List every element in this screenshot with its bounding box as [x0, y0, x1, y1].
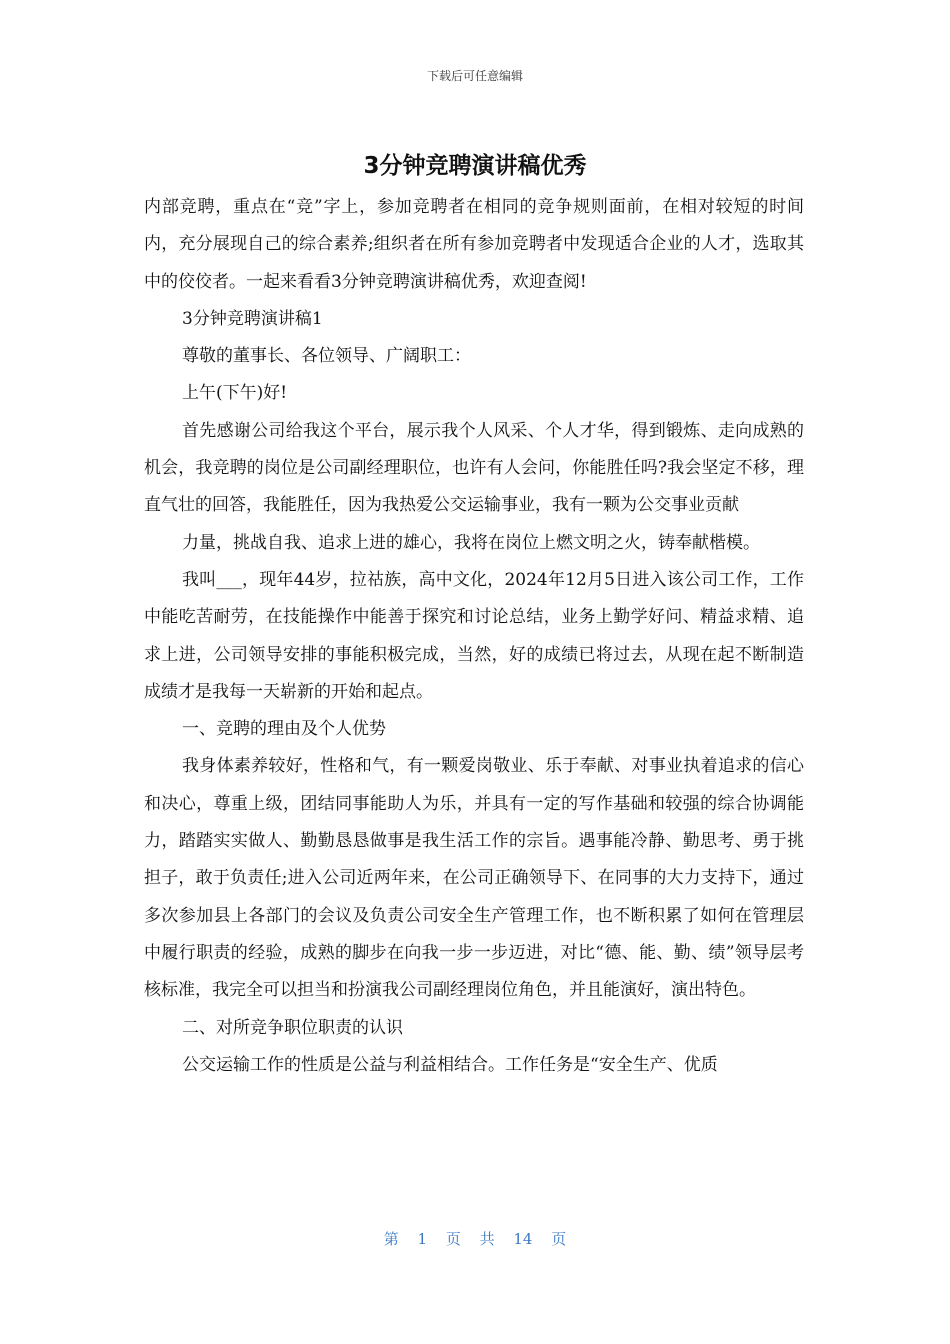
section-heading: 一、竞聘的理由及个人优势 — [182, 719, 386, 740]
header-note: 下载后可任意编辑 — [426, 69, 523, 83]
intro-paragraph: 内部竞聘，重点在“竞”字上，参加竞聘者在相同的竞争规则面前，在相对较短的时间内，充分展现自己的综合素养;组织者在所有参加竞聘者中发现适合企业的人才，选取其中的佼佼者。一起来看看3分钟竞聘演讲稿优秀，欢迎查阅! — [144, 197, 804, 292]
body-paragraph: 公交运输工作的性质是公益与利益相结合。工作任务是“安全生产、优质 — [182, 1054, 718, 1075]
salutation: 尊敬的董事长、各位领导、广阔职工： — [182, 346, 471, 367]
greeting: 上午(下午)好! — [182, 383, 288, 404]
body-paragraph: 首先感谢公司给我这个平台，展示我个人风采、个人才华，得到锻炼、走向成熟的机会，我竞聘的岗位是公司副经理职位，也许有人会问，你能胜任吗?我会坚定不移，理直气壮的回答，我能胜任，因为我热爱公交运输事业，我有一颗为公交事业贡献 — [144, 420, 804, 516]
document-title: 3分钟竞聘演讲稿优秀 — [363, 153, 587, 179]
page-number: 第 1 页 共 14 页 — [383, 1230, 567, 1248]
document-body — [144, 189, 804, 1084]
body-paragraph: 我身体素养较好，性格和气，有一颗爱岗敬业、乐于奉献、对事业执着追求的信心和决心，尊重上级，团结同事能助人为乐，并具有一定的写作基础和较强的综合协调能力，踏踏实实做人、勤勤恳恳做事是我生活工作的宗旨。遇事能冷静、勤思考、勇于挑担子，敢于负责任;进入公司近两年来，在公司正确领导下、在同事的大力支持下，通过多次参加县上各部门的会议及负责公司安全生产管理工作，也不断积累了如何在管理层中履行职责的经验，成熟的脚步在向我一步一步迈进，对比“德、能、勤、绩”领导层考核标准，我完全可以担当和扮演我公司副经理岗位角色，并且能演好，演出特色。 — [144, 756, 804, 1001]
body-paragraph: 力量，挑战自我、追求上进的雄心，我将在岗位上燃文明之火，铸奉献楷模。 — [182, 532, 760, 553]
section-heading: 二、对所竞争职位职责的认识 — [182, 1017, 403, 1038]
section-heading: 3分钟竞聘演讲稿1 — [182, 308, 323, 329]
body-paragraph: 我叫___，现年44岁，拉祜族，高中文化，2024年12月5日进入该公司工作，工作中能吃苦耐劳，在技能操作中能善于探究和讨论总结，业务上勤学好问、精益求精、追求上进，公司领导安排的事能积极完成，当然，好的成绩已将过去，从现在起不断制造成绩才是我每一天崭新的开始和起点。 — [144, 569, 804, 702]
